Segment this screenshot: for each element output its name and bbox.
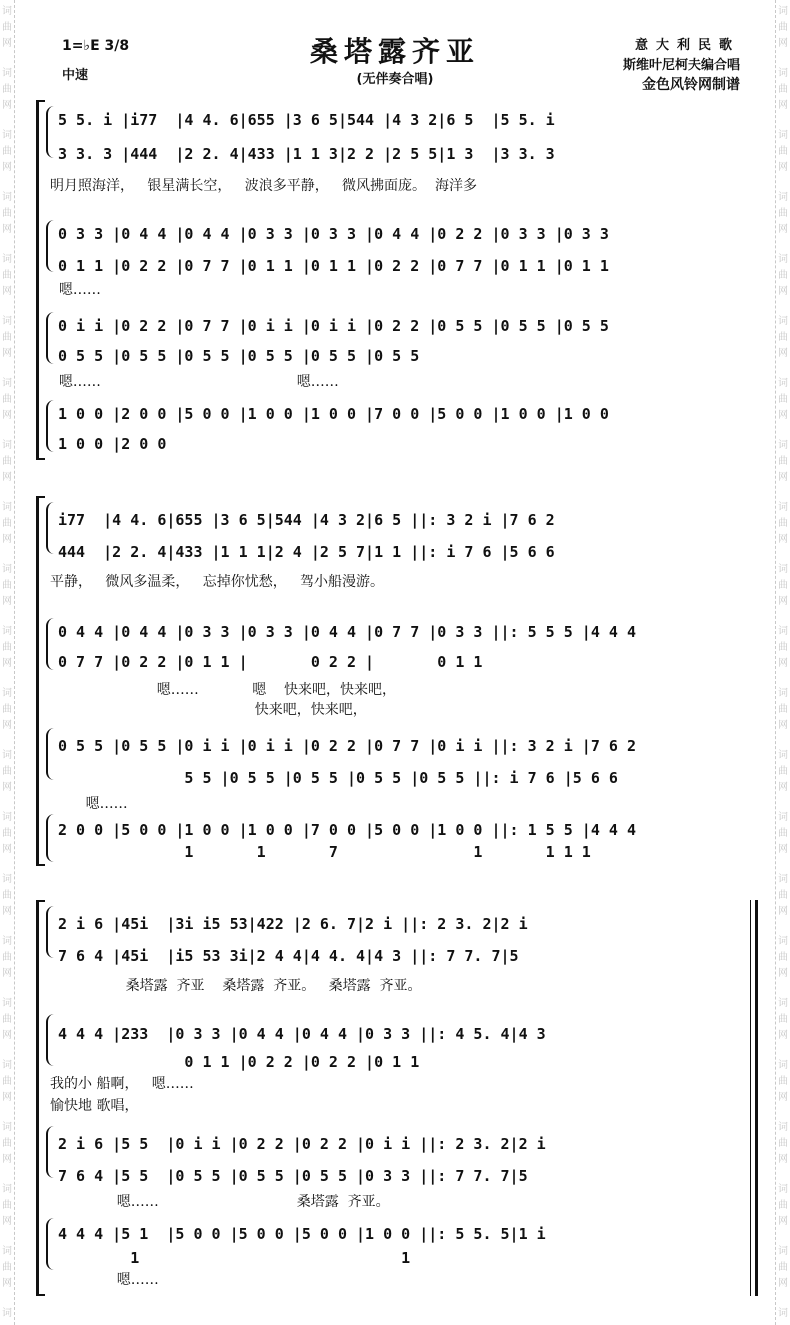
watermark-glyph: 曲 (2, 580, 12, 591)
bass-line-2: 1 0 0 |2 0 0 (58, 435, 167, 453)
watermark-glyph: 词 (778, 254, 788, 265)
tempo-marking: 中速 (62, 68, 89, 83)
watermark-glyph: 网 (778, 534, 788, 545)
lyric-line: 嗯…… 嗯…… (50, 374, 339, 390)
bass-line-1: 2 0 0 |5 0 0 |1 0 0 |1 0 0 |7 0 0 |5 0 0 |1 0 0 ||: 1 5 5 |4 4 4 (58, 821, 636, 839)
watermark-glyph: 网 (778, 782, 788, 793)
watermark-glyph: 曲 (2, 642, 12, 653)
watermark-glyph: 网 (2, 720, 12, 731)
watermark-glyph: 网 (2, 286, 12, 297)
watermark-glyph: 词 (2, 750, 12, 761)
watermark-glyph: 曲 (778, 456, 788, 467)
song-title: 桑塔露齐亚 (309, 35, 480, 68)
watermark-glyph: 词 (2, 192, 12, 203)
watermark-glyph: 网 (778, 348, 788, 359)
watermark-glyph: 曲 (778, 208, 788, 219)
watermark-glyph: 曲 (778, 1200, 788, 1211)
watermark-glyph: 曲 (778, 146, 788, 157)
watermark-glyph: 网 (778, 1154, 788, 1165)
watermark-glyph: 词 (2, 1184, 12, 1195)
watermark-glyph: 网 (778, 1092, 788, 1103)
lyric-line: 快来吧，快来吧， (50, 702, 367, 718)
watermark-glyph: 曲 (778, 642, 788, 653)
credit-transcriber: 金色风铃网制谱 (642, 77, 740, 93)
watermark-glyph: 词 (778, 130, 788, 141)
watermark-glyph: 曲 (778, 1262, 788, 1273)
watermark-glyph: 词 (778, 1060, 788, 1071)
watermark-glyph: 曲 (778, 270, 788, 281)
watermark-glyph: 网 (2, 1092, 12, 1103)
score-header (0, 0, 790, 100)
lyric-line: 嗯…… (50, 1272, 159, 1288)
watermark-glyph: 词 (2, 6, 12, 17)
watermark-glyph: 词 (778, 378, 788, 389)
staff-brace (46, 1126, 58, 1178)
watermark-glyph: 网 (778, 410, 788, 421)
lyric-line: 嗯…… 桑塔露 齐亚。 (50, 1194, 390, 1210)
alto-line-2: 0 7 7 |0 2 2 |0 1 1 | 0 2 2 | 0 1 1 (58, 653, 483, 671)
score-system-1 (36, 100, 758, 460)
left-watermark-column (0, 0, 15, 1325)
watermark-glyph: 网 (2, 1154, 12, 1165)
watermark-glyph: 词 (2, 626, 12, 637)
watermark-glyph: 网 (778, 1278, 788, 1289)
watermark-glyph: 网 (2, 1216, 12, 1227)
key-signature: 1=♭E 3/8 (62, 38, 130, 54)
watermark-glyph: 网 (778, 224, 788, 235)
score-system-2 (36, 496, 758, 866)
staff-brace (46, 312, 58, 364)
watermark-glyph: 曲 (2, 208, 12, 219)
watermark-glyph: 网 (778, 968, 788, 979)
watermark-glyph: 网 (2, 658, 12, 669)
watermark-glyph: 网 (2, 906, 12, 917)
watermark-glyph: 词 (2, 1122, 12, 1133)
watermark-glyph: 曲 (2, 1138, 12, 1149)
watermark-glyph: 词 (2, 254, 12, 265)
watermark-glyph: 曲 (2, 456, 12, 467)
watermark-glyph: 词 (778, 316, 788, 327)
watermark-glyph: 曲 (778, 332, 788, 343)
staff-brace (46, 906, 58, 958)
watermark-glyph: 曲 (2, 332, 12, 343)
soprano-line-1: 2 i 6 |45i |3i i5 53|422 |2 6. 7|2 i ||: 2 3. 2|2 i (58, 915, 528, 933)
watermark-glyph: 曲 (2, 1076, 12, 1087)
watermark-glyph: 词 (2, 378, 12, 389)
soprano-line-2: 444 |2 2. 4|433 |1 1 1|2 4 |2 5 7|1 1 ||: i 7 6 |5 6 6 (58, 543, 555, 561)
watermark-glyph: 曲 (2, 270, 12, 281)
right-watermark-column (775, 0, 790, 1325)
watermark-glyph: 网 (778, 658, 788, 669)
lyric-line: 愉快地 歌唱， (50, 1098, 139, 1114)
watermark-glyph: 曲 (2, 890, 12, 901)
watermark-glyph: 曲 (778, 704, 788, 715)
bass-line-2: 1 1 7 1 1 1 1 (58, 843, 591, 861)
tenor-line-2: 5 5 |0 5 5 |0 5 5 |0 5 5 |0 5 5 ||: i 7 6 |5 6 6 (58, 769, 618, 787)
watermark-glyph: 曲 (778, 84, 788, 95)
watermark-glyph: 网 (2, 100, 12, 111)
system-bracket (36, 100, 45, 460)
watermark-glyph: 网 (2, 968, 12, 979)
staff-brace (46, 814, 58, 862)
watermark-glyph: 网 (778, 472, 788, 483)
watermark-glyph: 词 (2, 688, 12, 699)
watermark-glyph: 网 (2, 844, 12, 855)
credit-arranger: 斯维叶尼柯夫编合唱 (622, 58, 740, 73)
watermark-glyph: 词 (778, 192, 788, 203)
watermark-glyph: 词 (778, 626, 788, 637)
soprano-line-1: i77 |4 4. 6|655 |3 6 5|544 |4 3 2|6 5 ||: 3 2 i |7 6 2 (58, 511, 555, 529)
watermark-glyph: 词 (2, 564, 12, 575)
watermark-glyph: 网 (2, 410, 12, 421)
watermark-glyph: 曲 (778, 828, 788, 839)
bass-line-1: 4 4 4 |5 1 |5 0 0 |5 0 0 |5 0 0 |1 0 0 ||: 5 5. 5|1 i (58, 1225, 546, 1243)
tenor-line-1: 0 5 5 |0 5 5 |0 i i |0 i i |0 2 2 |0 7 7 |0 i i ||: 3 2 i |7 6 2 (58, 737, 636, 755)
watermark-glyph: 词 (778, 6, 788, 17)
system-bracket (36, 496, 45, 866)
watermark-glyph: 词 (778, 1122, 788, 1133)
watermark-glyph: 曲 (778, 1076, 788, 1087)
staff-brace (46, 220, 58, 272)
watermark-glyph: 词 (2, 68, 12, 79)
lyric-line: 明月照海洋， 银星满长空， 波浪多平静， 微风拂面庞。 海洋多 (50, 178, 477, 194)
watermark-glyph: 词 (778, 688, 788, 699)
alto-line-1: 0 3 3 |0 4 4 |0 4 4 |0 3 3 |0 3 3 |0 4 4 |0 2 2 |0 3 3 |0 3 3 (58, 225, 609, 243)
watermark-glyph: 网 (2, 534, 12, 545)
watermark-glyph: 曲 (778, 22, 788, 33)
watermark-glyph: 网 (2, 1278, 12, 1289)
staff-brace (46, 502, 58, 554)
watermark-glyph: 词 (2, 316, 12, 327)
watermark-glyph: 网 (778, 844, 788, 855)
watermark-glyph: 词 (2, 812, 12, 823)
watermark-glyph: 网 (778, 906, 788, 917)
watermark-glyph: 词 (2, 1246, 12, 1257)
watermark-glyph: 词 (778, 936, 788, 947)
lyric-line: 嗯…… (50, 282, 101, 298)
staff-brace (46, 728, 58, 780)
watermark-glyph: 词 (778, 812, 788, 823)
watermark-glyph: 曲 (2, 766, 12, 777)
watermark-glyph: 网 (778, 1030, 788, 1041)
watermark-glyph: 网 (2, 472, 12, 483)
staff-brace (46, 618, 58, 670)
watermark-glyph: 曲 (2, 952, 12, 963)
lyric-line: 嗯…… (50, 796, 128, 812)
staff-brace (46, 1218, 58, 1270)
watermark-glyph: 曲 (2, 518, 12, 529)
soprano-line-2: 7 6 4 |45i |i5 53 3i|2 4 4|4 4. 4|4 3 ||: 7 7. 7|5 (58, 947, 519, 965)
bass-line-1: 1 0 0 |2 0 0 |5 0 0 |1 0 0 |1 0 0 |7 0 0 |5 0 0 |1 0 0 |1 0 0 (58, 405, 609, 423)
watermark-glyph: 词 (778, 1184, 788, 1195)
staff-brace (46, 1014, 58, 1066)
watermark-glyph: 词 (778, 1308, 788, 1319)
watermark-glyph: 词 (2, 998, 12, 1009)
alto-line-1: 0 4 4 |0 4 4 |0 3 3 |0 3 3 |0 4 4 |0 7 7 |0 3 3 ||: 5 5 5 |4 4 4 (58, 623, 636, 641)
lyric-line: 嗯…… 嗯 快来吧，快来吧， (50, 682, 397, 698)
watermark-glyph: 曲 (778, 890, 788, 901)
watermark-glyph: 曲 (2, 704, 12, 715)
tenor-line-1: 2 i 6 |5 5 |0 i i |0 2 2 |0 2 2 |0 i i ||: 2 3. 2|2 i (58, 1135, 546, 1153)
watermark-glyph: 曲 (2, 1014, 12, 1025)
watermark-glyph: 曲 (778, 580, 788, 591)
watermark-glyph: 网 (2, 224, 12, 235)
watermark-glyph: 词 (778, 750, 788, 761)
watermark-glyph: 曲 (778, 952, 788, 963)
lyric-line: 我的小 船啊， 嗯…… (50, 1076, 194, 1092)
bass-line-2: 1 1 (58, 1249, 411, 1267)
watermark-glyph: 曲 (778, 1014, 788, 1025)
staff-brace (46, 106, 58, 158)
tenor-line-1: 0 i i |0 2 2 |0 7 7 |0 i i |0 i i |0 2 2 |0 5 5 |0 5 5 |0 5 5 (58, 317, 609, 335)
watermark-glyph: 网 (2, 596, 12, 607)
watermark-glyph: 词 (2, 502, 12, 513)
watermark-glyph: 词 (778, 502, 788, 513)
watermark-glyph: 曲 (2, 394, 12, 405)
staff-brace (46, 400, 58, 452)
watermark-glyph: 网 (778, 162, 788, 173)
watermark-glyph: 词 (778, 998, 788, 1009)
watermark-glyph: 网 (778, 38, 788, 49)
watermark-glyph: 网 (778, 720, 788, 731)
watermark-glyph: 曲 (2, 84, 12, 95)
watermark-glyph: 网 (778, 100, 788, 111)
watermark-glyph: 曲 (778, 1138, 788, 1149)
watermark-glyph: 网 (2, 38, 12, 49)
alto-line-2: 0 1 1 |0 2 2 |0 7 7 |0 1 1 |0 1 1 |0 2 2 |0 7 7 |0 1 1 |0 1 1 (58, 257, 609, 275)
watermark-glyph: 词 (2, 1060, 12, 1071)
watermark-glyph: 曲 (778, 518, 788, 529)
watermark-glyph: 词 (2, 936, 12, 947)
watermark-glyph: 网 (778, 1216, 788, 1227)
watermark-glyph: 词 (2, 874, 12, 885)
watermark-glyph: 网 (778, 596, 788, 607)
watermark-glyph: 词 (2, 440, 12, 451)
watermark-glyph: 网 (778, 286, 788, 297)
alto-line-1: 4 4 4 |233 |0 3 3 |0 4 4 |0 4 4 |0 3 3 ||: 4 5. 4|4 3 (58, 1025, 546, 1043)
alto-line-2: 0 1 1 |0 2 2 |0 2 2 |0 1 1 (58, 1053, 420, 1071)
tenor-line-2: 7 6 4 |5 5 |0 5 5 |0 5 5 |0 5 5 |0 3 3 ||: 7 7. 7|5 (58, 1167, 528, 1185)
score-system-3 (36, 900, 758, 1296)
watermark-glyph: 曲 (2, 828, 12, 839)
song-subtitle: (无伴奏合唱) (356, 72, 434, 87)
watermark-glyph: 曲 (2, 1262, 12, 1273)
watermark-glyph: 曲 (778, 766, 788, 777)
credit-origin: 意大利民歌 (634, 38, 740, 53)
watermark-glyph: 词 (2, 1308, 12, 1319)
watermark-glyph: 词 (778, 874, 788, 885)
watermark-glyph: 网 (2, 162, 12, 173)
lyric-line: 平静， 微风多温柔， 忘掉你忧愁， 驾小船漫游。 (50, 574, 385, 590)
watermark-glyph: 网 (2, 1030, 12, 1041)
lyric-line: 桑塔露 齐亚 桑塔露 齐亚。 桑塔露 齐亚。 (50, 978, 422, 994)
tenor-line-2: 0 5 5 |0 5 5 |0 5 5 |0 5 5 |0 5 5 |0 5 5 (58, 347, 420, 365)
soprano-line-2: 3 3. 3 |444 |2 2. 4|433 |1 1 3|2 2 |2 5 5|1 3 |3 3. 3 (58, 145, 555, 163)
watermark-glyph: 词 (778, 440, 788, 451)
watermark-glyph: 词 (778, 564, 788, 575)
watermark-glyph: 词 (2, 130, 12, 141)
watermark-glyph: 词 (778, 68, 788, 79)
watermark-glyph: 曲 (778, 394, 788, 405)
watermark-glyph: 曲 (2, 22, 12, 33)
soprano-line-1: 5 5. i |i77 |4 4. 6|655 |3 6 5|544 |4 3 2|6 5 |5 5. i (58, 111, 555, 129)
watermark-glyph: 词 (778, 1246, 788, 1257)
watermark-glyph: 曲 (2, 146, 12, 157)
system-bracket (36, 900, 45, 1296)
watermark-glyph: 网 (2, 782, 12, 793)
watermark-glyph: 网 (2, 348, 12, 359)
watermark-glyph: 曲 (2, 1200, 12, 1211)
